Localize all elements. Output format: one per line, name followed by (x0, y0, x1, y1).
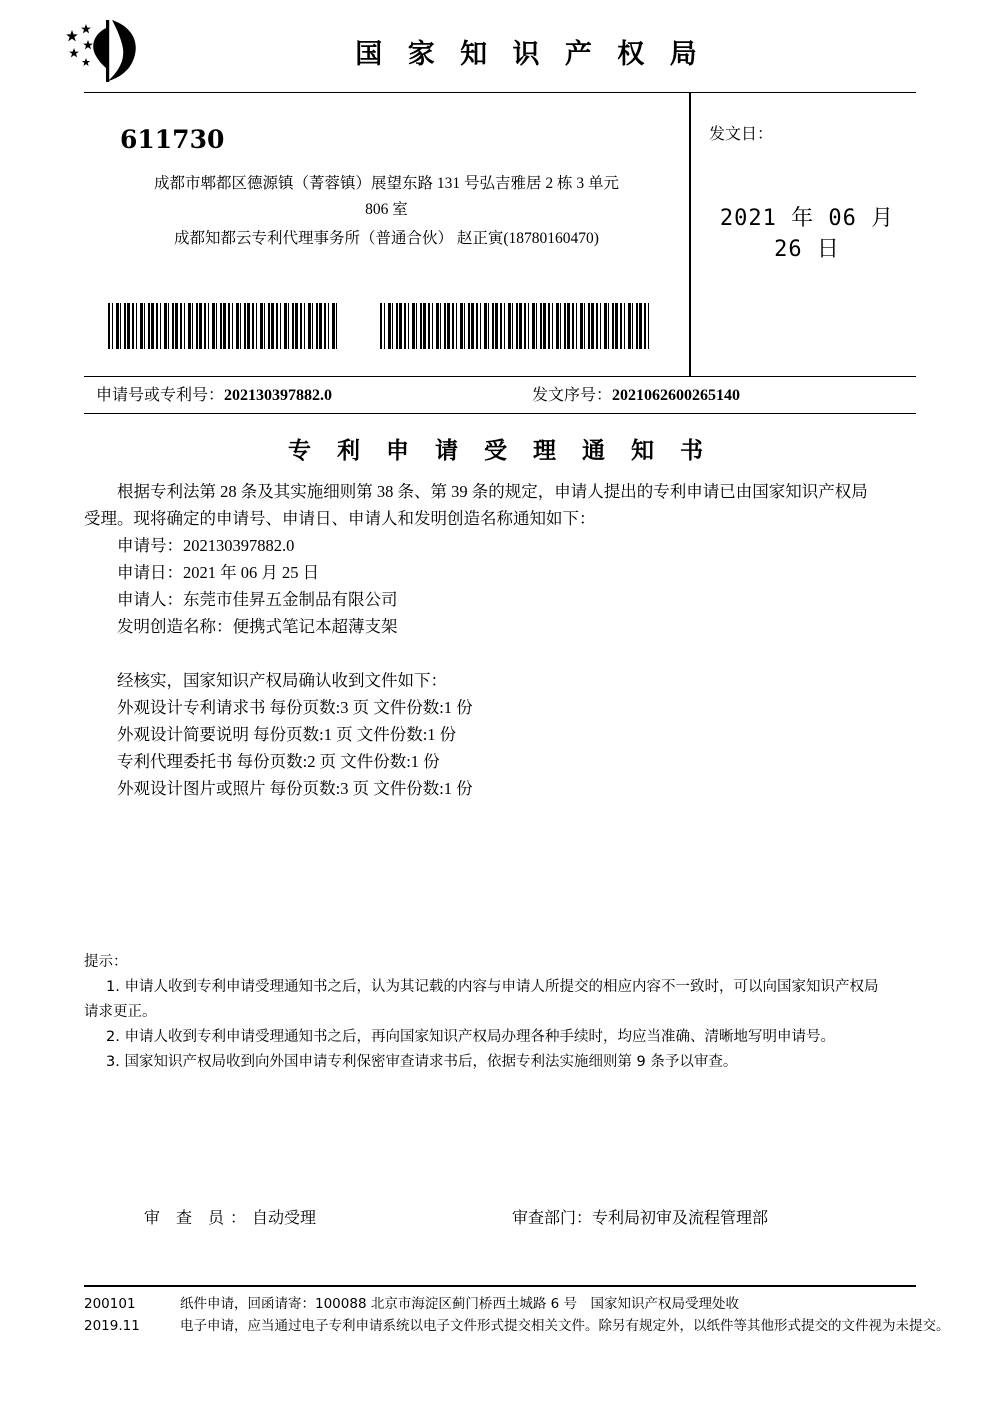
application-number-label: 申请号或专利号： (96, 387, 225, 404)
intro-line-2: 受理。现将确定的申请号、申请日、申请人和发明创造名称通知如下： (84, 509, 596, 528)
application-number-value: 202130397882.0 (224, 387, 333, 404)
recipient-address-line-2: 806 室 (365, 201, 408, 218)
recipient-number: 611730 (120, 125, 225, 154)
examiner-value: 自动受理 (252, 1210, 317, 1227)
note-item-1: 1. 申请人收到专利申请受理通知书之后，认为其记载的内容与申请人所提交的相应内容不一致时，可以向国家知识产权局 (106, 979, 879, 995)
department-value: 专利局初审及流程管理部 (592, 1210, 769, 1227)
verification-line: 经核实，国家知识产权局确认收到文件如下： (117, 671, 447, 690)
recipient-address-line-1: 成都市郫都区德源镇（菁蓉镇）展望东路 131 号弘吉雅居 2 栋 3 单元 (153, 175, 619, 192)
note-item-3: 3. 国家知识产权局收到向外国申请专利保密审查请求书后，依据专利法实施细则第 9 条予以审查。 (106, 1054, 738, 1070)
intro-line-1: 根据专利法第 28 条及其实施细则第 38 条、第 39 条的规定，申请人提出的专利申请已由国家知识产权局 (117, 482, 868, 501)
dispatch-number-value: 2021062600265140 (612, 387, 741, 404)
number-row (84, 378, 916, 414)
notes-label: 提示： (84, 954, 128, 970)
field-invention-title: 发明创造名称：便携式笔记本超薄支架 (117, 617, 398, 636)
organization-title: 国 家 知 识 产 权 局 (355, 39, 705, 70)
footer-line-1: 纸件申请，回函请寄：100088 北京市海淀区蓟门桥西土城路 6 号 国家知识产权局受理处收 (180, 1296, 739, 1312)
page-title: 专 利 申 请 受 理 通 知 书 (287, 437, 713, 464)
received-document-1: 外观设计专利请求书 每份页数:3 页 文件份数:1 份 (117, 698, 473, 717)
send-date-value: 2021 年 06 月 26 日 (719, 206, 895, 262)
received-document-2: 外观设计简要说明 每份页数:1 页 文件份数:1 份 (117, 725, 457, 744)
field-applicant: 申请人：东莞市佳昇五金制品有限公司 (117, 590, 398, 609)
dispatch-number-field (532, 382, 740, 405)
footer-divider (84, 1285, 916, 1287)
frame-divider (689, 93, 691, 376)
send-date-label: 发文日： (709, 126, 774, 143)
department-field (512, 1205, 768, 1228)
footer-code-2: 2019.11 (84, 1318, 140, 1334)
examiner-label: 审 查 员： (144, 1210, 253, 1227)
recipient-agency-line: 成都知都云专利代理事务所（普通合伙） 赵正寅(18780160470) (174, 230, 599, 247)
notes-section (84, 950, 916, 1075)
department-label: 审查部门： (512, 1210, 593, 1227)
dispatch-number-label: 发文序号： (532, 387, 613, 404)
field-application-date: 申请日：2021 年 06 月 25 日 (117, 563, 320, 582)
body-spacer (84, 640, 916, 667)
note-item-1-continued: 请求更正。 (84, 1004, 157, 1020)
application-number-field (96, 382, 332, 405)
document-body (84, 478, 916, 802)
barcode-application-number (108, 303, 338, 349)
document-header (0, 10, 998, 90)
cnipa-emblem-icon (60, 18, 160, 84)
field-application-number: 申请号：202130397882.0 (117, 536, 295, 555)
barcode-dispatch-number (380, 303, 650, 349)
examiner-field (144, 1205, 316, 1228)
received-document-4: 外观设计图片或照片 每份页数:3 页 文件份数:1 份 (117, 779, 473, 798)
note-item-2: 2. 申请人收到专利申请受理通知书之后，再向国家知识产权局办理各种手续时，均应当准确、清晰地写明申请号。 (106, 1029, 835, 1045)
received-document-3: 专利代理委托书 每份页数:2 页 文件份数:1 份 (117, 752, 440, 771)
mail-address-frame (84, 92, 916, 377)
footer-code-1: 200101 (84, 1296, 136, 1312)
footer-line-2: 电子申请，应当通过电子专利申请系统以电子文件形式提交相关文件。除另有规定外，以纸件等其他形式提交的文件视为未提交。 (180, 1318, 950, 1334)
